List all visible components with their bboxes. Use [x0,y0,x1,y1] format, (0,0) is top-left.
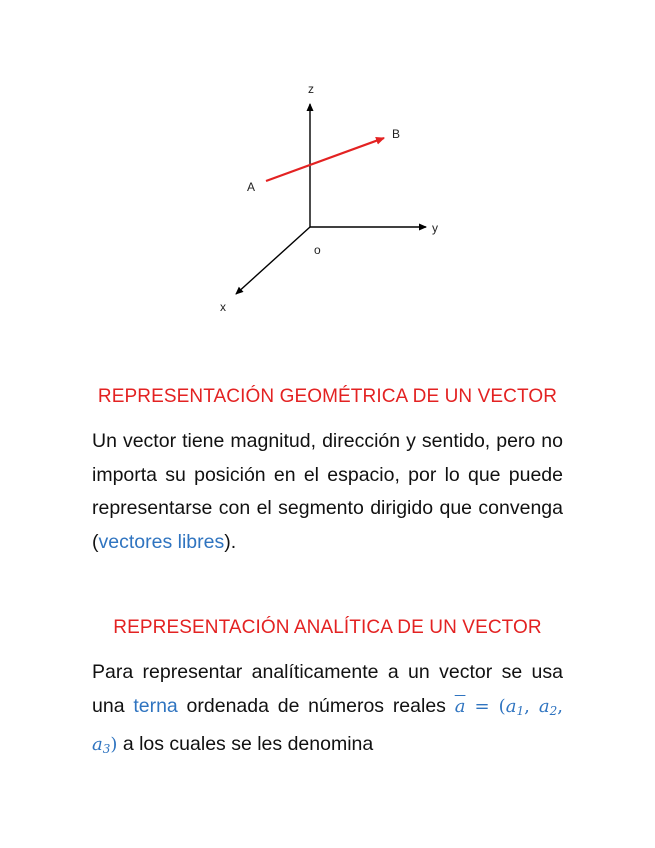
paragraph-text-middle: ordenada de números reales [177,694,455,717]
point-a-label: A [247,180,256,194]
free-vectors-term: vectores libres [98,530,225,553]
formula-separator: , [557,695,563,717]
component-3-index: 3 [102,742,111,756]
z-axis-label: z [308,82,314,96]
component-2: a [538,695,550,717]
paragraph-text: Para representar analíticamente a un vector se usa una [92,661,563,717]
paragraph-text-end: ). [224,530,237,553]
formula-equals: = ( [465,695,506,717]
formula-close: ) [110,734,118,755]
origin-label: o [314,243,321,257]
vector-3d-diagram [0,0,655,340]
formula-separator: , [524,695,539,717]
terna-term: terna [133,694,178,717]
component-3: a [92,734,103,755]
paragraph-text: Un vector tiene magnitud, dirección y sentido, pero no importa su posición en el espacio, por lo que puede representarse con el segmento dirigido que convenga ( [92,430,563,553]
analytic-representation-paragraph [92,656,563,767]
vector-ab [266,138,384,181]
x-axis [236,227,310,294]
x-axis-label: x [220,300,226,314]
component-1: a [505,695,517,717]
component-2-index: 2 [549,703,558,718]
point-b-label: B [392,127,401,141]
vector-symbol: $\overline{a}$ [454,695,466,717]
y-axis-label: y [432,221,438,235]
geometric-representation-paragraph [92,425,563,559]
paragraph-text-end: a los cuales se les denomina [117,733,374,755]
analytic-representation-heading: REPRESENTACIÓN ANALÍTICA DE UN VECTOR [113,617,542,638]
geometric-representation-heading: REPRESENTACIÓN GEOMÉTRICA DE UN VECTOR [97,386,558,407]
component-1-index: 1 [516,703,525,718]
